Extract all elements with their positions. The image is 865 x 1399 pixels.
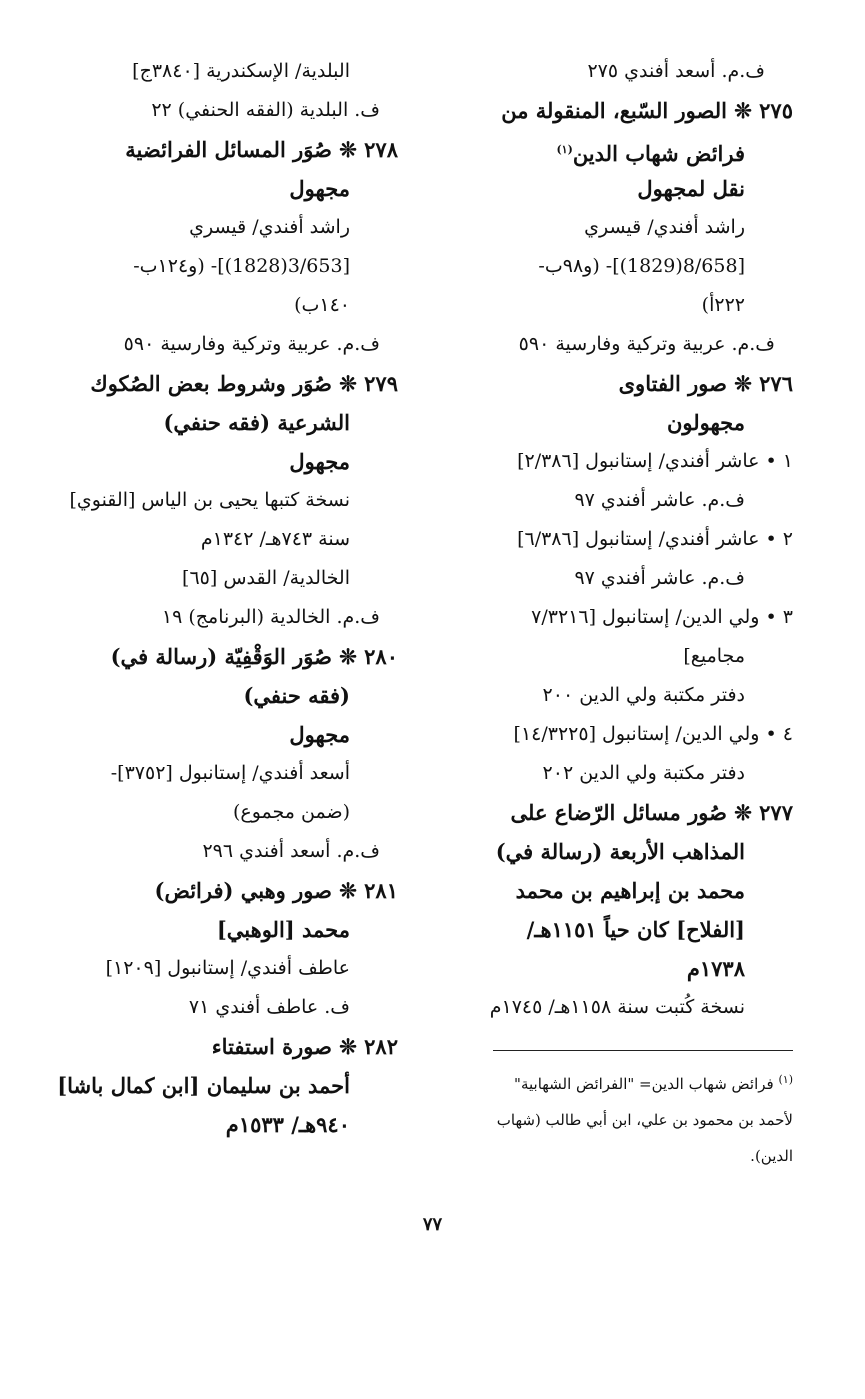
text-line: ف.م. عربية وتركية وفارسية ٥٩٠ (518, 333, 775, 355)
text-line: مجاميع] (683, 645, 745, 667)
text-line: ٢٢٢أ) (701, 294, 745, 316)
text-line: ف.م. أسعد أفندي ٢٩٦ (202, 840, 380, 862)
author-line: ٩٤٠هـ/ ١٥٣٣م (225, 1112, 350, 1137)
footnote (473, 1062, 793, 1174)
text-line: راشد أفندي/ قيسري (189, 216, 350, 238)
footnote-ref: (١) (556, 143, 573, 156)
list-item: ٢ • عاشر أفندي/ إستانبول [٦/٣٨٦] (517, 528, 793, 550)
text-line: [8/658(1829)]- (و٩٨ب- (538, 255, 745, 277)
footnote-divider (493, 1050, 793, 1051)
author-line: نقل لمجهول (637, 176, 745, 201)
text-line: [3/653(1828)]- (و١٢٤ب- (133, 255, 350, 277)
text-line: ١٤٠ب) (294, 294, 350, 316)
list-item: ٤ • ولي الدين/ إستانبول [١٤/٣٢٢٥] (513, 723, 793, 745)
page-number: ٧٧ (422, 1214, 443, 1235)
text-line: ف.م. عاشر أفندي ٩٧ (574, 567, 745, 589)
author-line: مجهول (289, 176, 350, 201)
text-line: ف. البلدية (الفقه الحنفي) ٢٢ (151, 99, 380, 121)
entry-title-cont: فرائض شهاب الدين$^{(١)}$ (556, 141, 745, 166)
entry-title: ٢٨١ ❊ صور وهبي (فرائض) (154, 878, 398, 903)
right-column (423, 52, 793, 1027)
text-line: دفتر مكتبة ولي الدين ٢٠٠ (542, 684, 745, 706)
text-line: البلدية/ الإسكندرية [٣٨٤٠ج] (132, 60, 350, 82)
entry-title: ٢٧٩ ❊ صُوَر وشروط بعض الصُكوك (90, 371, 398, 396)
text-line: نسخة كُتبت سنة ١١٥٨هـ/ ١٧٤٥م (489, 996, 745, 1018)
author-line: [الفلاح] كان حياً ١١٥١هـ/ (526, 917, 745, 942)
text-line: ف.م. عاشر أفندي ٩٧ (574, 489, 745, 511)
text-line: (ضمن مجموع) (232, 801, 350, 823)
text-line: ف.م. عربية وتركية وفارسية ٥٩٠ (123, 333, 380, 355)
list-item: ١ • عاشر أفندي/ إستانبول [٢/٣٨٦] (517, 450, 793, 472)
entry-title-cont: (فقه حنفي) (243, 683, 350, 708)
left-column (23, 52, 398, 1144)
author-line: مجهول (289, 449, 350, 474)
author-line: أحمد بن سليمان [ابن كمال باشا] (57, 1073, 350, 1098)
list-item: ٣ • ولي الدين/ إستانبول [٧/٣٢١٦ (531, 606, 793, 628)
footnote-line: لأحمد بن محمود بن علي، ابن أبي طالب (شهاب (496, 1111, 793, 1129)
author-line: محمد [الوهبي] (216, 917, 350, 942)
entry-title: ٢٧٥ ❊ الصور السّبع، المنقولة من (501, 98, 793, 123)
entry-title-cont: الشرعية (فقه حنفي) (163, 410, 350, 435)
text-line: الخالدية/ القدس [٦٥] (182, 567, 350, 589)
author-line: مجهولون (666, 410, 745, 435)
text-line: راشد أفندي/ قيسري (584, 216, 745, 238)
text-line: ف.م. الخالدية (البرنامج) ١٩ (161, 606, 380, 628)
footnote-line: $^{(١)}$ فرائض شهاب الدين= "الفرائض الشهابية" (514, 1073, 793, 1093)
text-line: ف.م. أسعد أفندي ٢٧٥ (587, 60, 765, 82)
footnote-marker: (١) (778, 1073, 793, 1086)
entry-title: ٢٨٢ ❊ صورة استفتاء (211, 1034, 398, 1059)
author-line: محمد بن إبراهيم بن محمد (515, 878, 745, 903)
entry-title: ٢٧٨ ❊ صُوَر المسائل الفرائضية (125, 137, 398, 162)
text-line: دفتر مكتبة ولي الدين ٢٠٢ (542, 762, 745, 784)
text-line: ف. عاطف أفندي ٧١ (188, 996, 350, 1018)
text-line: عاطف أفندي/ إستانبول [١٢٠٩] (105, 957, 350, 979)
text-line: سنة ٧٤٣هـ/ ١٣٤٢م (200, 528, 350, 550)
entry-title: ٢٨٠ ❊ صُوَر الوَقْفِيّة (رسالة في) (110, 644, 398, 669)
entry-title: ٢٧٦ ❊ صور الفتاوى (618, 371, 793, 396)
author-line: ١٧٣٨م (686, 956, 745, 981)
footnote-line: الدين). (750, 1147, 793, 1165)
entry-title: ٢٧٧ ❊ صُور مسائل الرّضاع على (510, 800, 793, 825)
author-line: مجهول (289, 722, 350, 747)
text-line: أسعد أفندي/ إستانبول [٣٧٥٢]- (110, 762, 350, 784)
entry-title-cont: المذاهب الأربعة (رسالة في) (495, 839, 745, 864)
text-line: نسخة كتبها يحيى بن الياس [القنوي] (69, 489, 350, 511)
